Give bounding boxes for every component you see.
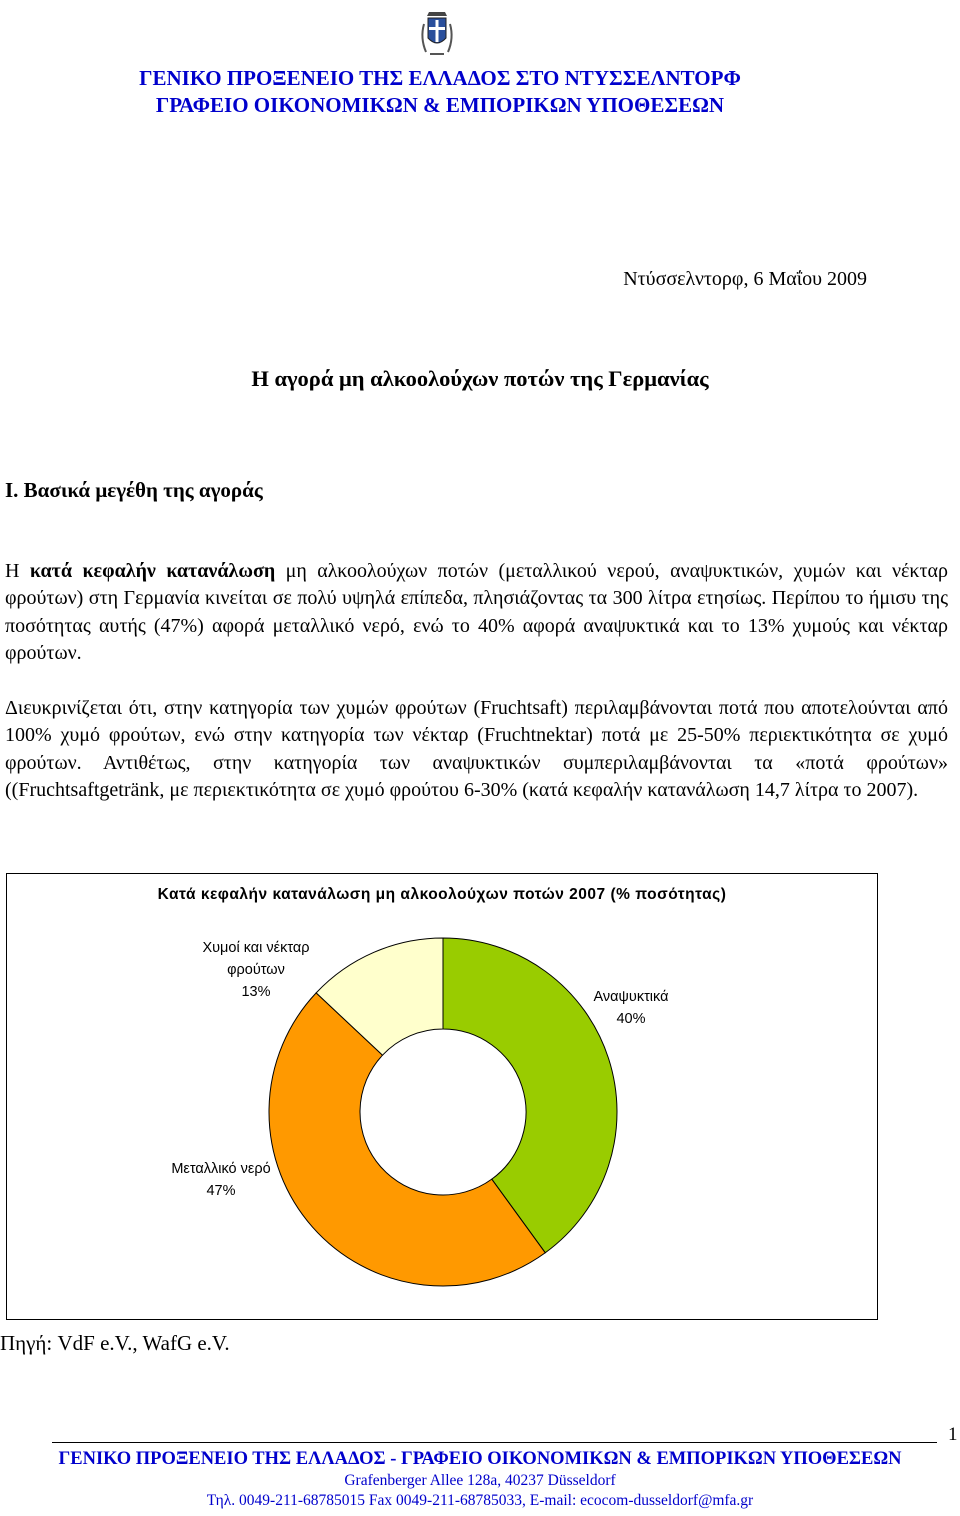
coat-of-arms-seal — [418, 8, 456, 60]
slice-label-line: Χυμοί και νέκταρ — [202, 940, 310, 956]
header-consulate: ΓΕΝΙΚΟ ΠΡΟΞΕΝΕΙΟ ΤΗΣ ΕΛΛΑΔΟΣ ΣΤΟ ΝΤΥΣΣΕΛΝΤΟΡΦ — [139, 66, 741, 90]
doughnut-chart — [6, 873, 878, 1320]
source-note: Πηγή: VdF e.V., WafG e.V. — [0, 1331, 230, 1355]
header-office: ΓΡΑΦΕΙΟ ΟΙΚΟΝΟΜΙΚΩΝ & ΕΜΠΟΡΙΚΩΝ ΥΠΟΘΕΣΕΩΝ — [155, 93, 725, 117]
chart-label-softdrinks — [561, 986, 701, 1030]
paragraph-text: μη αλκοολούχων ποτών (μεταλλικού νερού, αναψυκτικών, χυμών και νέκταρ φρούτων) στη Γερμανία κινείται σε πολύ υψηλά επίπεδα, πλησιάζοντας τα 300 λίτρα ετησίως. Περίπου το ήμισυ της ποσότητας αυτής (47%) αφορά μεταλλικό νερό, ενώ το 40% αφορά αναψυκτικά και το 13% χυμούς και νέκταρ φρούτων. — [5, 560, 948, 665]
paragraph-emphasis: κατά κεφαλήν κατανάλωση — [29, 560, 276, 582]
document-title: Η αγορά μη αλκοολούχων ποτών της Γερμανίας — [251, 366, 709, 391]
chart-title: Κατά κεφαλήν κατανάλωση μη αλκοολούχων ποτών 2007 (% ποσότητας) — [157, 886, 727, 903]
paragraph-consumption — [5, 558, 948, 668]
slice-label-line: Αναψυκτικά — [593, 989, 669, 1005]
chart-label-water — [151, 1158, 291, 1202]
slice-percent-label: 13% — [241, 984, 271, 1000]
chart-plot — [7, 874, 877, 1319]
slice-percent-label: 40% — [616, 1011, 646, 1027]
footer-office: ΓΕΝΙΚΟ ΠΡΟΞΕΝΕΙΟ ΤΗΣ ΕΛΛΑΔΟΣ - ΓΡΑΦΕΙΟ ΟΙΚΟΝΟΜΙΚΩΝ & ΕΜΠΟΡΙΚΩΝ ΥΠΟΘΕΣΕΩΝ — [58, 1449, 902, 1469]
paragraph-text: Η — [5, 560, 30, 582]
footer-address: Grafenberger Allee 128a, 40237 Düsseldorf — [344, 1472, 616, 1489]
slice-percent-label: 47% — [206, 1183, 236, 1199]
page-number: 1 — [948, 1424, 958, 1445]
section-heading: Ι. Βασικά μεγέθη της αγοράς — [5, 478, 263, 502]
slice-label-line: φρούτων — [227, 962, 285, 978]
footer-contact: Τηλ. 0049-211-68785015 Fax 0049-211-68785033, E-mail: ecocom-dusseldorf@mfa.gr — [206, 1492, 754, 1509]
paragraph-clarification: Διευκρινίζεται ότι, στην κατηγορία των χυμών φρούτων (Fruchtsaft) περιλαμβάνονται ποτά που αποτελούνται από 100% χυμό φρούτων, ενώ στην κατηγορία των νέκταρ (Fruchtnektar) ποτά με 25-50% περιεκτικότητα σε χυμό φρούτων. Αντιθέτως, στην κατηγορία των αναψυκτικών συμπεριλαμβάνονται τα «ποτά φρούτων» ((Fruchtsaftgetränk, με περιεκτικότητα σε χυμό φρούτου 6-30% (κατά κεφαλήν κατανάλωση 14,7 λίτρα το 2007). — [5, 697, 948, 802]
document-date: Ντύσσελντορφ, 6 Μαΐου 2009 — [623, 268, 867, 290]
chart-label-juices — [167, 937, 345, 1003]
footer-divider — [52, 1442, 937, 1443]
slice-label-line: Μεταλλικό νερό — [171, 1161, 271, 1177]
